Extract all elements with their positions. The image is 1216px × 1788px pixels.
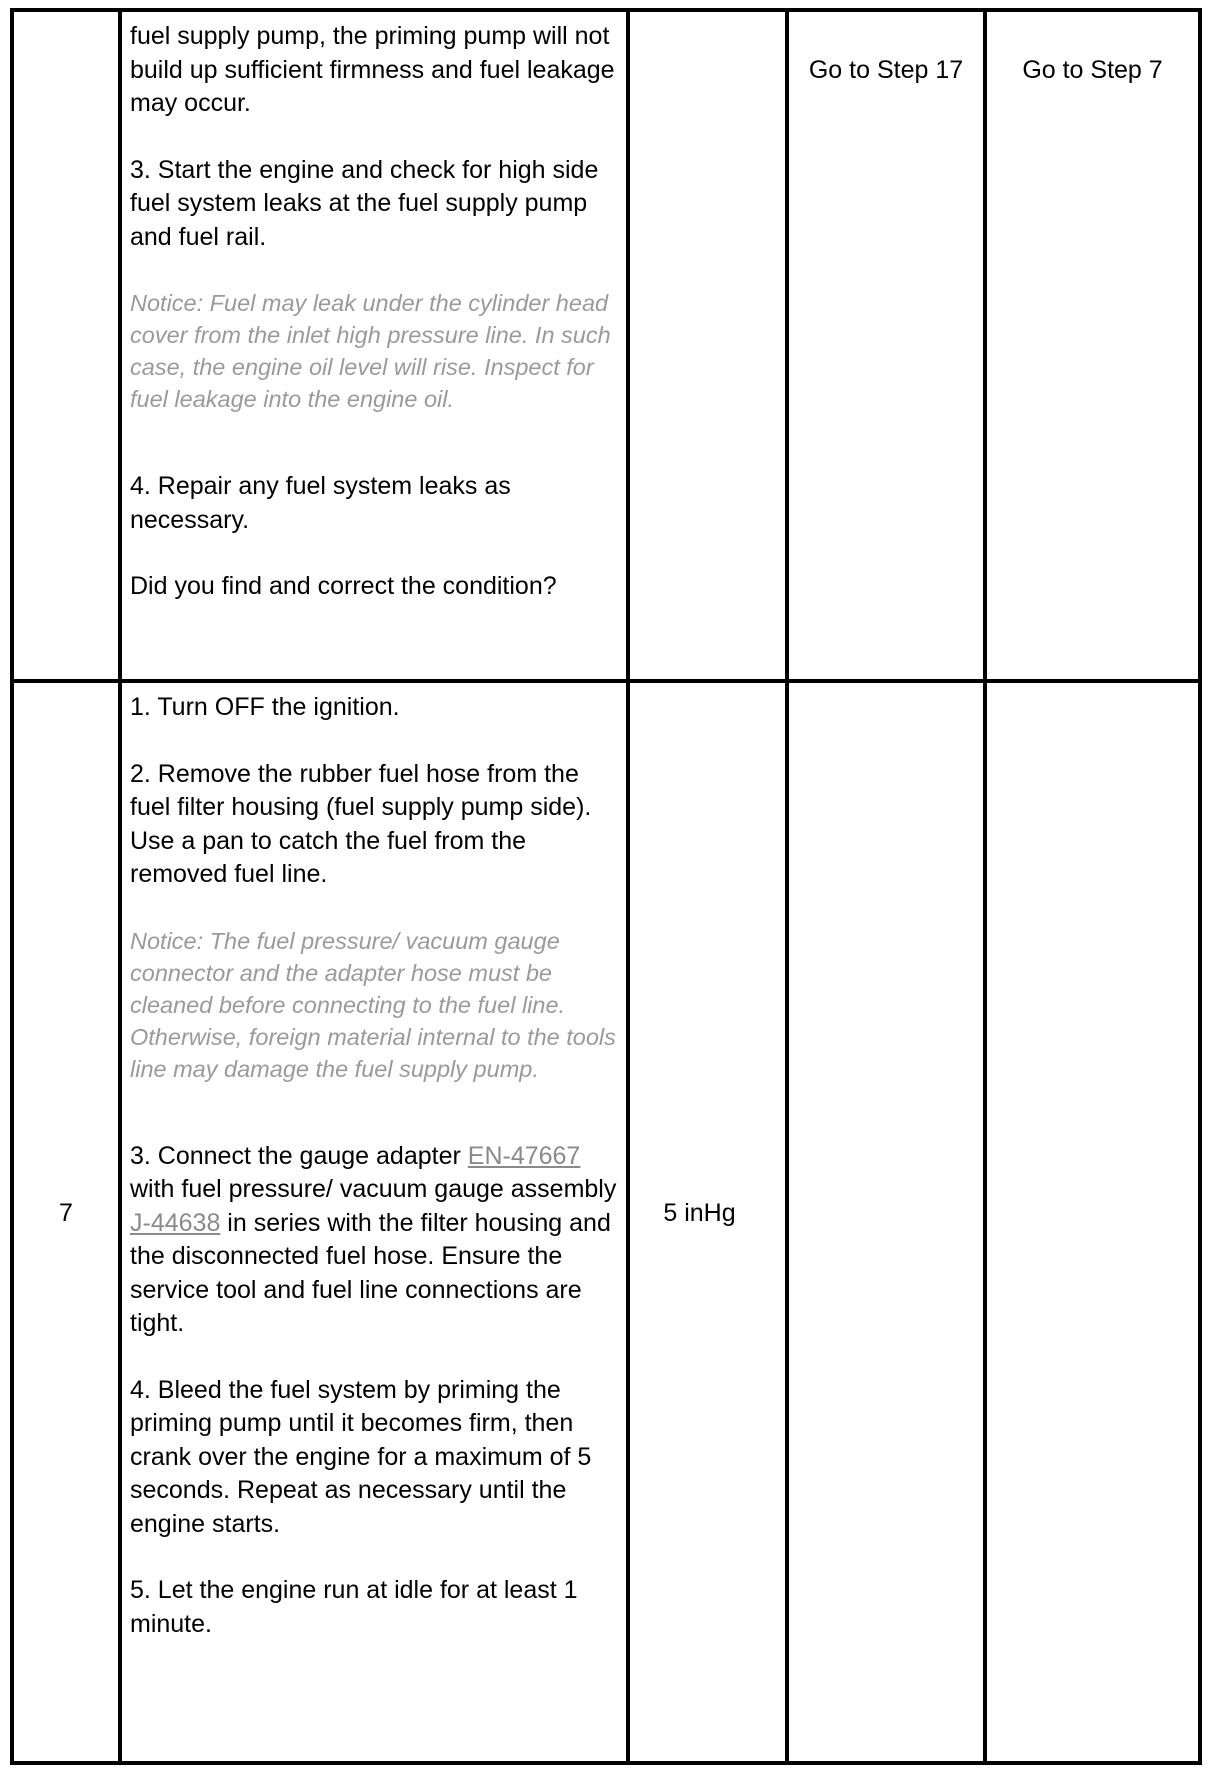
no-cell [985, 10, 1200, 681]
yes-cell [787, 10, 985, 681]
tool-link-gauge[interactable]: J-44638 [130, 1208, 221, 1237]
action-paragraph: 2. Remove the rubber fuel hose from the fuel filter housing (fuel supply pump side). Use a pan to catch the fuel from the removed fuel line. [130, 759, 592, 888]
yes-cell [787, 681, 985, 1763]
tool-link-adapter[interactable]: EN-47667 [467, 1141, 581, 1170]
notice-text [130, 925, 618, 1085]
diagnostic-steps-table [10, 8, 1202, 1765]
action-paragraph: 1. Turn OFF the ignition. [130, 693, 400, 721]
step-number-cell [12, 681, 120, 1763]
notice-text-part: Notice: The fuel pressure/ vacuum gauge connector and the adapter hose must be cleaned before connecting to the fuel line. [130, 927, 566, 1018]
value-cell [628, 681, 787, 1763]
action-text [122, 683, 626, 1645]
table-row [12, 10, 1200, 681]
step-number: 7 [59, 1199, 73, 1227]
table-row [12, 681, 1200, 1763]
action-text-part: in series with the filter housing and the disconnected fuel hose. Ensure the service tool and fuel line connections are tight. [130, 1208, 611, 1337]
yes-go-to-step [789, 683, 983, 725]
action-paragraph: 5. Let the engine run at idle for at least 1 minute. [130, 1576, 578, 1638]
question-text: Did you find and correct the condition? [130, 572, 557, 600]
action-paragraph: 3. Start the engine and check for high side fuel system leaks at the fuel supply pump and fuel rail. [130, 155, 599, 251]
notice-text: Notice: Fuel may leak under the cylinder head cover from the inlet high pressure line. In such case, the engine oil level will rise. Inspect for fuel leakage into the engine oil. [130, 290, 611, 412]
action-paragraph: 4. Bleed the fuel system by priming the priming pump until it becomes firm, then crank over the engine for a maximum of 5 seconds. Repeat as necessary until the engine starts. [130, 1375, 592, 1538]
no-go-to-step: Go to Step 7 [1022, 56, 1163, 84]
action-cell [120, 10, 628, 681]
value-cell [628, 10, 787, 681]
action-cell [120, 681, 628, 1763]
action-text-part: 3. Connect the gauge adapter [130, 1141, 468, 1170]
no-go-to-step [987, 683, 1198, 725]
step-number [14, 12, 118, 526]
no-cell [985, 681, 1200, 1763]
action-text [122, 12, 626, 608]
notice-text-part: Otherwise, foreign material internal to the tools line may damage the fuel supply pump. [130, 1023, 616, 1082]
action-paragraph: fuel supply pump, the priming pump will not build up sufficient firmness and fuel leakage may occur. [130, 22, 615, 117]
value-text: 5 inHg [663, 1199, 736, 1227]
action-paragraph [130, 1140, 618, 1341]
yes-go-to-step: Go to Step 17 [808, 56, 964, 84]
step-number-cell [12, 10, 120, 681]
action-paragraph: 4. Repair any fuel system leaks as necessary. [130, 472, 511, 534]
action-text-part: with fuel pressure/ vacuum gauge assembly [130, 1175, 617, 1203]
